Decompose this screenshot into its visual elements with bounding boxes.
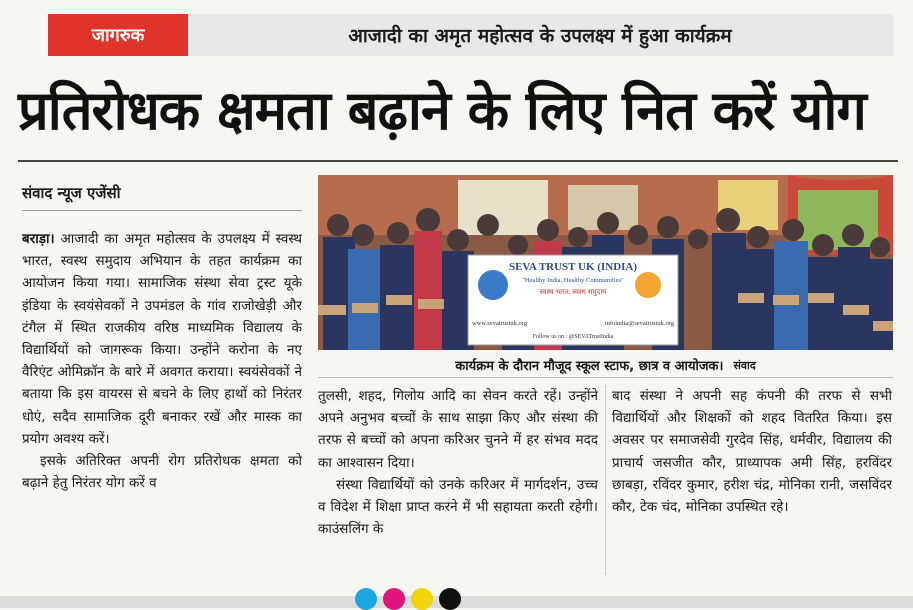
photo-banner bbox=[468, 255, 678, 345]
black-registration-dot bbox=[439, 588, 461, 610]
banner-follow: Follow us on : @SEVATrustIndia bbox=[532, 334, 614, 340]
caption-credit: संवाद bbox=[733, 358, 756, 372]
byline: संवाद न्यूज एजेंसी bbox=[22, 184, 121, 202]
magenta-registration-dot bbox=[383, 588, 405, 610]
photo-caption bbox=[318, 353, 893, 378]
article-column-3 bbox=[612, 385, 892, 585]
article-column-1 bbox=[22, 228, 302, 588]
paragraph-1-text: आजादी का अमृत महोत्सव के उपलक्ष्य में स्वस्थ भारत, स्वस्थ समुदाय अभियान के तहत कार्यक्रम का आयोजन किया गया। सामाजिक संस्था सेवा ट्रस्ट यूके इंडिया के स्वयंसेवकों ने उपमंडल के गांव राजोखेड़ी और टंगैल में स्थित राजकीय वरिष्ठ माध्यमिक विद्यालय के विद्यार्थियों को जागरूक किया। उन्होंने करोना के नए वैरिएंट ओमिक्रॉन के बारे में अवगत कराया। स्वयंसेवकों ने बताया कि इस वायरस से बचने के लिए हाथों को निरंतर धोएं, सदैव सामाजिक दूरी बनाकर रखें और मास्क का प्रयोग अवश्य करें। bbox=[22, 231, 302, 447]
headline: प्रतिरोधक क्षमता बढ़ाने के लिए नित करें योग bbox=[18, 78, 866, 142]
subheadline: आजादी का अमृत महोत्सव के उपलक्ष्य में हुआ कार्यक्रम bbox=[348, 25, 732, 47]
news-photo bbox=[318, 175, 893, 350]
paragraph-1 bbox=[22, 228, 302, 450]
paragraph-2: इसके अतिरिक्त अपनी रोग प्रतिरोधक क्षमता को बढ़ाने हेतु निरंतर योग करें व bbox=[22, 453, 302, 492]
caption-text: कार्यक्रम के दौरान मौजूद स्कूल स्टाफ, छात्र व आयोजक। bbox=[455, 359, 724, 374]
headline-rule bbox=[18, 160, 898, 162]
column-divider bbox=[605, 385, 606, 575]
dateline: बराड़ा। bbox=[22, 231, 55, 247]
article-column-2 bbox=[318, 385, 598, 585]
banner-email: infoindia@sevatrustuk.org bbox=[604, 320, 674, 327]
banner-title: SEVA TRUST UK (INDIA) bbox=[508, 261, 638, 273]
banner-hindi: स्वस्थ भारत, स्वस्थ समुदाय bbox=[539, 288, 607, 296]
banner-slogan: "Healthy India, Healthy Communities" bbox=[522, 277, 624, 284]
paragraph-3: तुलसी, शहद, गिलोय आदि का सेवन करते रहें। उन्होंने अपने अनुभव बच्चों के साथ साझा किए और संस्था की तरफ से बच्चों को अपना करिअर चुनने में हर संभव मदद का आश्वासन दिया। bbox=[318, 388, 598, 471]
byline-rule bbox=[22, 210, 302, 211]
banner-web: www.sevatrustuk.org bbox=[472, 320, 528, 327]
yellow-registration-dot bbox=[411, 588, 433, 610]
paragraph-5: बाद संस्था ने अपनी सह कंपनी की तरफ से सभी विद्यार्थियों और शिक्षकों को शहद वितरित किया। इस अवसर पर समाजसेवी गुरदेव सिंह, धर्मवीर, विद्यालय की प्राचार्य जसजीत कौर, प्राध्यापक अमी सिंह, हरविंदर छाबड़ा, रविंदर कुमार, हरीश चंद्र, मोनिका रानी, जसविंदर कौर, टेक चंद, मोनिका उपस्थित रहे। bbox=[612, 388, 892, 516]
section-tag: जागरुक bbox=[48, 14, 188, 56]
registration-marks bbox=[355, 588, 461, 610]
cyan-registration-dot bbox=[355, 588, 377, 610]
paragraph-4: संस्था विद्यार्थियों को उनके करिअर में मार्गदर्शन, उच्च व विदेश में शिक्षा प्राप्त करने में भी सहायता करती रहेगी। काउंसलिंग के bbox=[318, 476, 598, 538]
